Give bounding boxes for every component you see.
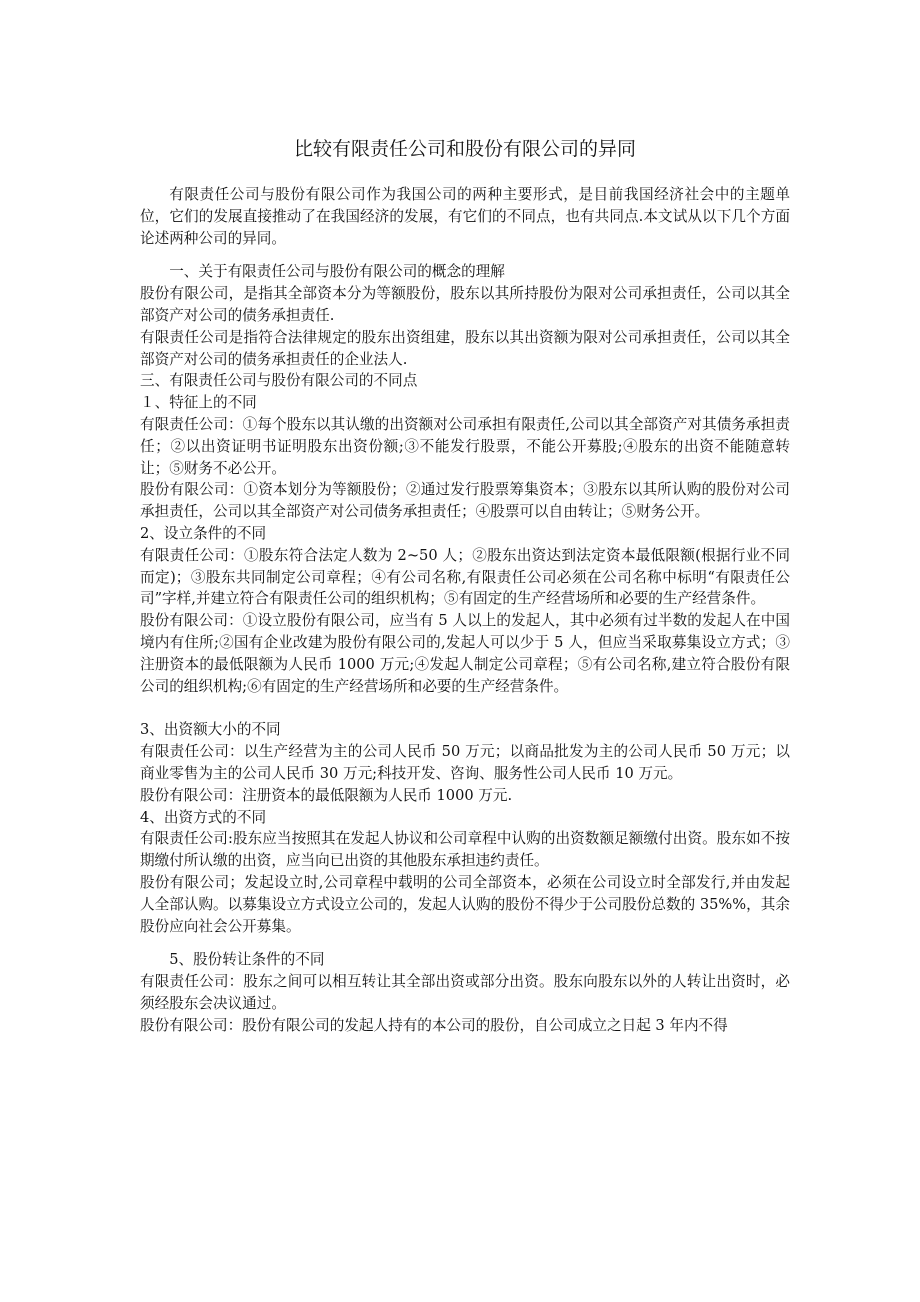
paragraph-limited-liability-definition: 有限责任公司是指符合法律规定的股东出资组建，股东以其出资额为限对公司承担责任，公司以其全部资产对公司的债务承担责任的企业法人. (140, 328, 790, 368)
paragraph-capital-joint-stock: 股份有限公司：注册资本的最低限额为人民币 1000 万元. (140, 786, 513, 804)
paragraph-contribution-joint-stock: 股份有限公司；发起设立时,公司章程中载明的公司全部资本，必须在公司设立时全部发行,并由发起人全部认购。以募集设立方式设立公司的，发起人认购的股份不得少于公司股份总数的 35%%，其余股份应向社会公开募集。 (140, 873, 790, 935)
paragraph-contribution-limited: 有限责任公司:股东应当按照其在发起人协议和公司章程中认购的出资数额足额缴付出资。股东如不按期缴付所认缴的出资，应当向已出资的其他股东承担违约责任。 (140, 830, 790, 870)
paragraph-capital-limited: 有限责任公司：以生产经营为主的公司人民币 50 万元；以商品批发为主的公司人民币 50 万元；以商业零售为主的公司人民币 30 万元;科技开发、咨询、服务性公司人民币 10 万元。 (140, 743, 790, 782)
subheading-establishment: 2、设立条件的不同 (140, 524, 267, 542)
subheading-contribution-method: 4、出资方式的不同 (140, 808, 267, 826)
paragraph-features-limited: 有限责任公司：①每个股东以其认缴的出资额对公司承担有限责任,公司以其全部资产对其债务承担责任；②以出资证明书证明股东出资份额;③不能发行股票，不能公开募股;④股东的出资不能随意转让；⑤财务不必公开。 (140, 415, 790, 477)
paragraph-features-joint-stock: 股份有限公司：①资本划分为等额股份；②通过发行股票筹集资本；③股东以其所认购的股份对公司承担责任，公司以其全部资产对公司债务承担责任；④股票可以自由转让；⑤财务公开。 (140, 481, 790, 521)
document-body (140, 184, 790, 1036)
paragraph-transfer-joint-stock: 股份有限公司：股份有限公司的发起人持有的本公司的股份，自公司成立之日起 3 年内不得 (140, 1016, 728, 1034)
section-heading-differences: 三、有限责任公司与股份有限公司的不同点 (140, 372, 418, 390)
document-title: 比较有限责任公司和股份有限公司的异同 (293, 138, 636, 160)
paragraph-establishment-joint-stock: 股份有限公司：①设立股份有限公司，应当有 5 人以上的发起人，其中必须有过半数的发起人在中国境内有住所;②国有企业改建为股份有限公司的,发起人可以少于 5 人，但应当采取募集设立方式；③注册资本的最低限额为人民币 1000 万元;④发起人制定公司章程；⑤有公司名称,建立符合股份有限公司的组织机构;⑥有固定的生产经营场所和必要的生产经营条件。 (140, 612, 790, 695)
document-page (140, 0, 790, 1036)
intro-paragraph: 有限责任公司与股份有限公司作为我国公司的两种主要形式，是目前我国经济社会中的主题单位，它们的发展直接推动了在我国经济的发展，有它们的不同点，也有共同点.本文试从以下几个方面论述两种公司的异同。 (140, 186, 790, 247)
subheading-features: １、特征上的不同 (140, 394, 257, 412)
paragraph-joint-stock-definition: 股份有限公司，是指其全部资本分为等额股份，股东以其所持股份为限对公司承担责任，公司以其全部资产对公司的债务承担责任. (140, 285, 790, 324)
subheading-share-transfer: 5、股份转让条件的不同 (169, 951, 325, 969)
section-heading-concept: 一、关于有限责任公司与股份有限公司的概念的理解 (169, 263, 505, 281)
subheading-capital-amount: 3、出资额大小的不同 (140, 721, 281, 739)
paragraph-transfer-limited: 有限责任公司：股东之间可以相互转让其全部出资或部分出资。股东向股东以外的人转让出资时，必须经股东会决议通过。 (140, 973, 790, 1012)
paragraph-establishment-limited: 有限责任公司：①股东符合法定人数为 2~50 人；②股东出资达到法定资本最低限额(根据行业不同而定)；③股东共同制定公司章程；④有公司名称,有限责任公司必须在公司名称中标明“有限责任公司”字样,并建立符合有限责任公司的组织机构；⑤有固定的生产经营场所和必要的生产经营条件。 (140, 546, 790, 608)
